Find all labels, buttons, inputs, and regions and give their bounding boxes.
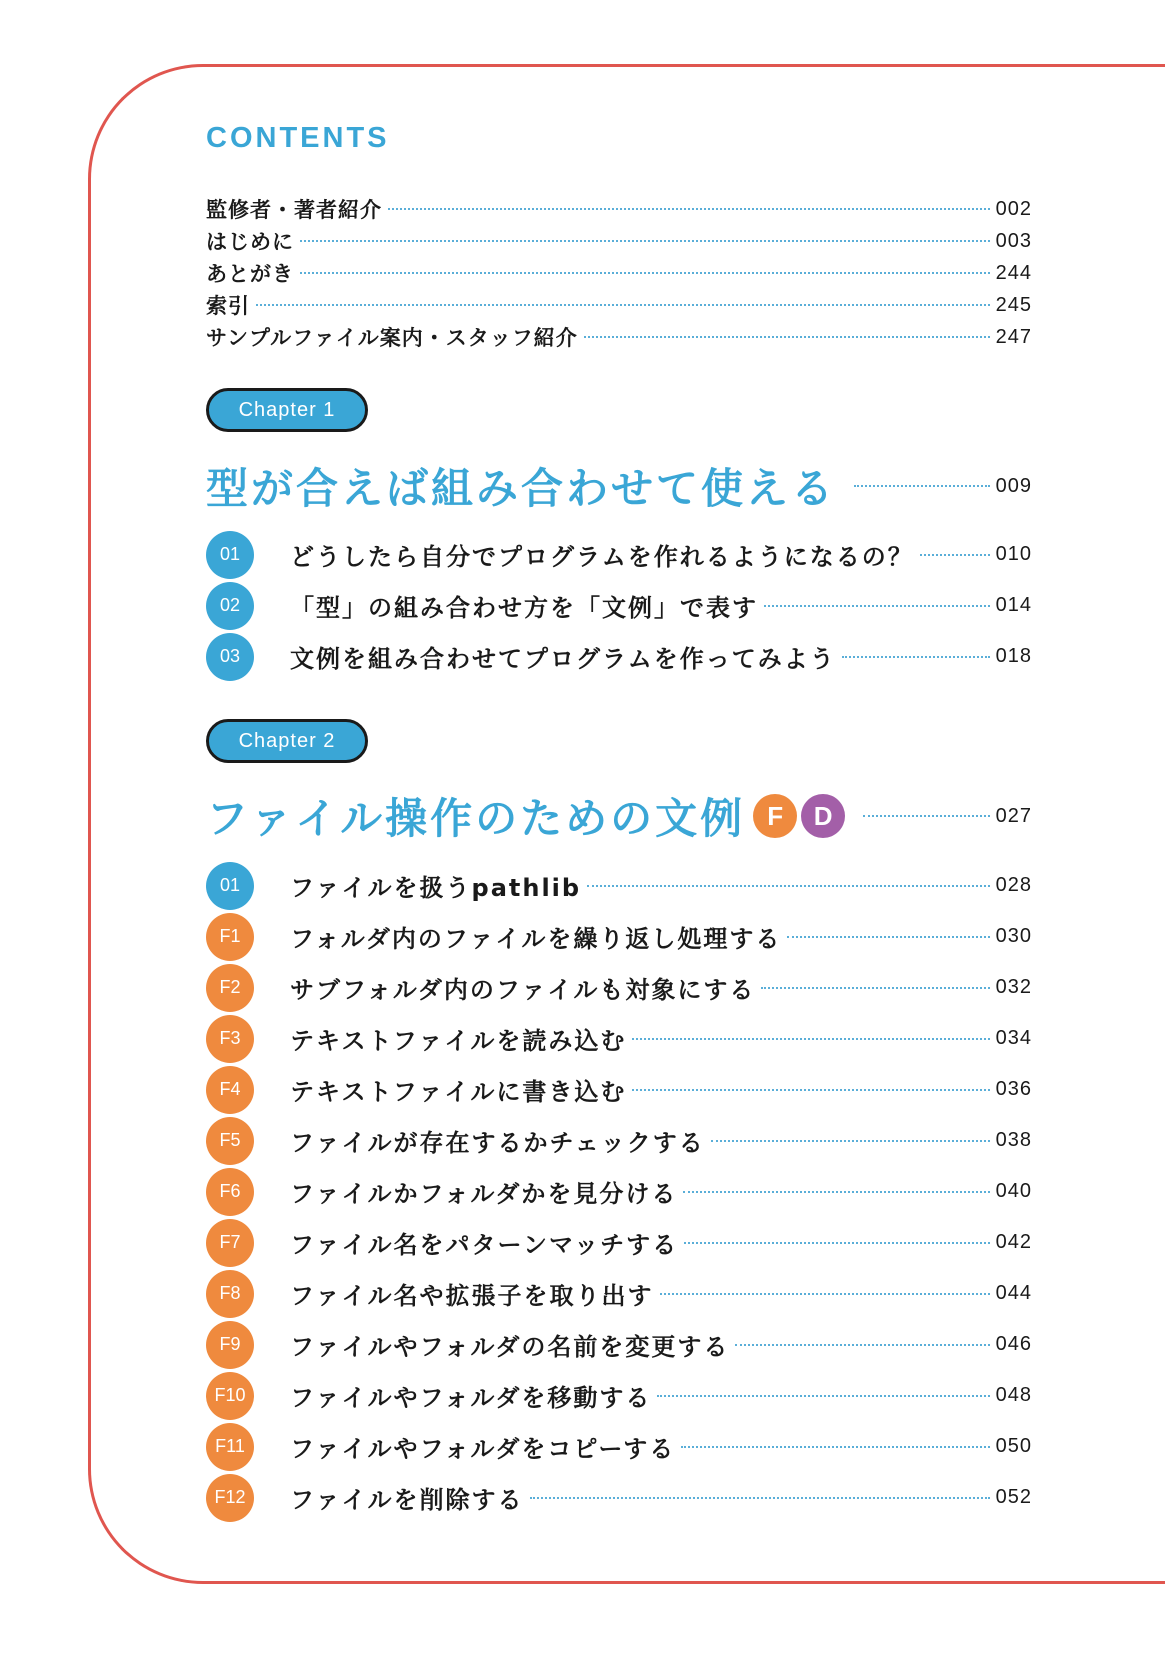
section-number-badge: 01: [206, 862, 254, 910]
leader-dots: [787, 936, 989, 938]
section-number-badge: 02: [206, 582, 254, 630]
section-entry[interactable]: [206, 631, 1032, 682]
leader-dots: [587, 885, 990, 887]
section-label: ファイル名や拡張子を取り出す: [290, 1282, 654, 1310]
section-label: ファイルかフォルダかを見分ける: [290, 1180, 678, 1208]
section-entry[interactable]: [206, 1166, 1032, 1217]
section-number-badge: F2: [206, 964, 254, 1012]
entry-label: あとがき: [206, 262, 294, 286]
chapter-1-title-row[interactable]: [206, 456, 1032, 516]
section-label: フォルダ内のファイルを繰り返し処理する: [290, 925, 782, 953]
chapter-2-pill: Chapter 2: [206, 719, 368, 763]
leader-dots: [842, 656, 990, 658]
section-number-badge: F7: [206, 1219, 254, 1267]
page-number: 046: [995, 1333, 1032, 1355]
section-number-badge: F5: [206, 1117, 254, 1165]
page-number: 244: [995, 261, 1032, 284]
page-number: 027: [995, 804, 1032, 827]
directory-category-badge: D: [801, 794, 845, 838]
toc-entry[interactable]: [206, 321, 1032, 353]
section-number-badge: F9: [206, 1321, 254, 1369]
leader-dots: [300, 240, 990, 242]
section-label: 「型」の組み合わせ方を「文例」で表す: [290, 594, 758, 622]
section-label: ファイルやフォルダをコピーする: [290, 1435, 676, 1463]
section-entry[interactable]: [206, 1115, 1032, 1166]
toc-entry[interactable]: [206, 193, 1032, 225]
section-label: どうしたら自分でプログラムを作れるようになるの？: [290, 543, 914, 571]
leader-dots: [764, 605, 990, 607]
chapter-title: 型が合えば組み合わせて使える: [206, 464, 837, 513]
section-entry[interactable]: [206, 529, 1032, 580]
leader-dots: [711, 1140, 990, 1142]
section-number-badge: 01: [206, 531, 254, 579]
section-label: ファイルやフォルダを移動する: [290, 1384, 652, 1412]
section-entry[interactable]: [206, 1472, 1032, 1523]
leader-dots: [863, 815, 989, 817]
page-number: 036: [995, 1078, 1032, 1100]
leader-dots: [681, 1446, 989, 1448]
leader-dots: [657, 1395, 989, 1397]
page-number: 034: [995, 1027, 1032, 1049]
leader-dots: [761, 987, 989, 989]
section-entry[interactable]: [206, 860, 1032, 911]
section-number-badge: F1: [206, 913, 254, 961]
leader-dots: [683, 1191, 989, 1193]
leader-dots: [684, 1242, 990, 1244]
section-number-badge: F3: [206, 1015, 254, 1063]
section-entry[interactable]: [206, 1013, 1032, 1064]
page-number: 032: [995, 976, 1032, 998]
toc-entry[interactable]: [206, 225, 1032, 257]
leader-dots: [735, 1344, 989, 1346]
entry-label: サンプルファイル案内・スタッフ紹介: [206, 326, 578, 350]
section-entry[interactable]: [206, 1268, 1032, 1319]
page-number: 050: [995, 1435, 1032, 1457]
page-number: 002: [995, 197, 1032, 220]
leader-dots: [530, 1497, 990, 1499]
section-entry[interactable]: [206, 1064, 1032, 1115]
contents-heading: CONTENTS: [206, 122, 390, 154]
page-number: 044: [995, 1282, 1032, 1304]
section-number-badge: F10: [206, 1372, 254, 1420]
section-entry[interactable]: [206, 580, 1032, 631]
section-label: サブフォルダ内のファイルも対象にする: [290, 976, 756, 1004]
section-entry[interactable]: [206, 1217, 1032, 1268]
chapter-2-sections: [206, 860, 1032, 1523]
leader-dots: [584, 336, 990, 338]
section-label: テキストファイルに書き込む: [290, 1078, 627, 1106]
section-label: ファイルが存在するかチェックする: [290, 1129, 705, 1157]
section-number-badge: F8: [206, 1270, 254, 1318]
toc-entry[interactable]: [206, 257, 1032, 289]
page-number: 038: [995, 1129, 1032, 1151]
leader-dots: [632, 1089, 989, 1091]
page-number: 030: [995, 925, 1032, 947]
leader-dots: [854, 485, 990, 487]
leader-dots: [632, 1038, 989, 1040]
toc-entry[interactable]: [206, 289, 1032, 321]
entry-label: はじめに: [206, 230, 294, 254]
front-matter-list: [206, 193, 1032, 353]
page-number: 042: [995, 1231, 1032, 1253]
page-number: 247: [995, 325, 1032, 348]
section-label: ファイルを扱うpathlib: [290, 874, 582, 902]
entry-label: 監修者・著者紹介: [206, 198, 382, 222]
section-label: 文例を組み合わせてプログラムを作ってみよう: [290, 645, 836, 673]
chapter-2-title-row[interactable]: [206, 786, 1032, 846]
page-number: 018: [995, 645, 1032, 667]
section-number-badge: 03: [206, 633, 254, 681]
section-entry[interactable]: [206, 911, 1032, 962]
chapter-1-pill: Chapter 1: [206, 388, 368, 432]
section-entry[interactable]: [206, 1319, 1032, 1370]
section-entry[interactable]: [206, 1370, 1032, 1421]
section-label: テキストファイルを読み込む: [290, 1027, 627, 1055]
section-label: ファイル名をパターンマッチする: [290, 1231, 679, 1259]
leader-dots: [388, 208, 990, 210]
page-number: 014: [995, 594, 1032, 616]
section-label: ファイルを削除する: [290, 1486, 524, 1514]
page-number: 245: [995, 293, 1032, 316]
section-entry[interactable]: [206, 962, 1032, 1013]
leader-dots: [660, 1293, 990, 1295]
section-number-badge: F11: [206, 1423, 254, 1471]
section-entry[interactable]: [206, 1421, 1032, 1472]
section-number-badge: F12: [206, 1474, 254, 1522]
chapter-1-sections: [206, 529, 1032, 682]
page-number: 052: [995, 1486, 1032, 1508]
leader-dots: [300, 272, 990, 274]
page-number: 009: [995, 474, 1032, 497]
page-number: 048: [995, 1384, 1032, 1406]
section-label: ファイルやフォルダの名前を変更する: [290, 1333, 730, 1361]
leader-dots: [256, 304, 990, 306]
entry-label: 索引: [206, 294, 250, 318]
file-category-badge: F: [753, 794, 797, 838]
page-number: 010: [995, 543, 1032, 565]
section-number-badge: F6: [206, 1168, 254, 1216]
section-number-badge: F4: [206, 1066, 254, 1114]
page-number: 040: [995, 1180, 1032, 1202]
chapter-title: ファイル操作のための文例: [206, 794, 746, 843]
page-number: 003: [995, 229, 1032, 252]
page-number: 028: [995, 874, 1032, 896]
leader-dots: [920, 554, 990, 556]
